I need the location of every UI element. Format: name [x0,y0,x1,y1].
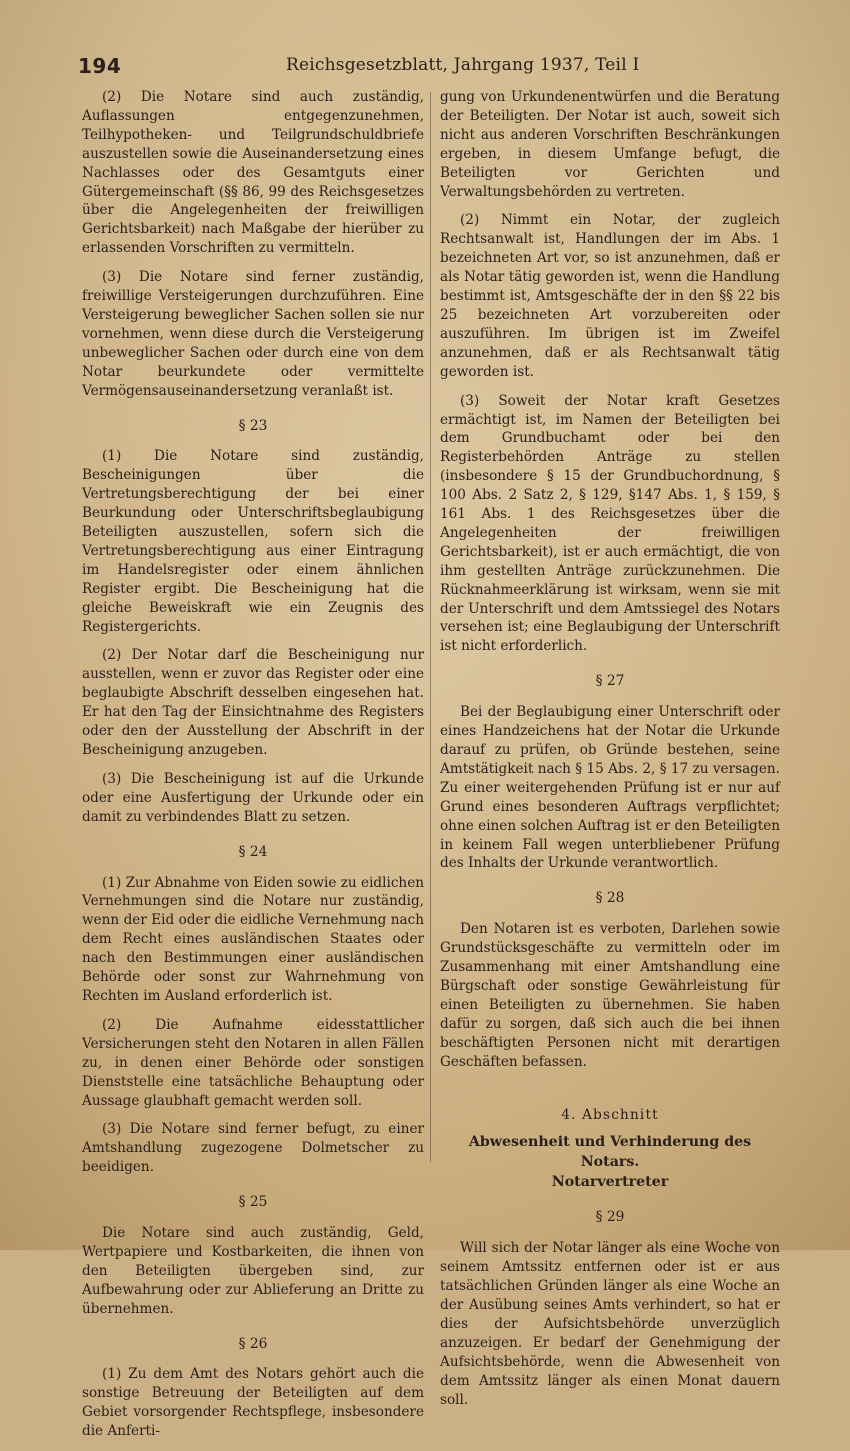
paragraph: (1) Zur Abnahme von Eiden sowie zu eidlichen Vernehmungen sind die Notare nur zuständig, wenn der Eid oder die eidliche Vernehmung nach dem Recht eines ausländischen Staates oder nach den Bestimmungen einer ausländischen Behörde oder sonst zur Wahrnehmung von Rechten im Ausland erforderlich ist. [82,874,424,1004]
paragraph: (2) Der Notar darf die Bescheinigung nur ausstellen, wenn er zuvor das Register oder eine beglaubigte Abschrift desselben eingesehen hat. Er hat den Tag der Einsichtnahme des Registers oder den der Ausstellung der Abschrift in der Bescheinigung anzugeben. [82,647,424,758]
left-column [82,88,424,1451]
chapter-label: 4. Abschnitt [561,1106,659,1123]
column-divider [430,92,431,1162]
section-heading: § 27 [595,673,625,690]
chapter-title [440,1132,780,1192]
paragraph: (3) Die Notare sind ferner befugt, zu einer Amtshandlung zugezogene Dolmetscher zu beeidigen. [82,1121,424,1176]
section-heading: § 23 [238,417,268,434]
paragraph: (3) Die Bescheinigung ist auf die Urkunde oder eine Ausfertigung der Urkunde oder ein damit zu verbindendes Blatt zu setzen. [82,770,424,825]
paragraph: Den Notaren ist es verboten, Darlehen sowie Grundstücksgeschäfte zu vermitteln oder im Zusammenhang mit einer Amtshandlung eine Bürgschaft oder sonstige Gewährleistung für einen Beteiligten zu übernehmen. Sie haben dafür zu sorgen, daß sich auch die bei ihnen beschäftigten Personen nicht mit derartigen Geschäften befassen. [440,921,780,1070]
section-heading: § 25 [238,1194,268,1211]
running-head: Reichsgesetzblatt, Jahrgang 1937, Teil I [286,55,640,75]
section-heading: § 26 [238,1335,268,1352]
right-column [440,88,780,1419]
paragraph: Bei der Beglaubigung einer Unterschrift oder eines Handzeichens hat der Notar die Urkunde darauf zu prüfen, ob Gründe bestehen, seine Amtstätigkeit nach § 15 Abs. 2, § 17 zu versagen. Zu einer weitergehenden Prüfung ist er nur auf Grund eines besonderen Auftrags verpflichtet; ohne einen solchen Auftrag ist er den Beteiligten in keinem Fall wegen unterbliebener Prüfung des Inhalts der Urkunde verantwortlich. [440,704,780,872]
paragraph: (3) Die Notare sind ferner zuständig, freiwillige Versteigerungen durchzuführen. Eine Versteigerung beweglicher Sachen sollen sie nur vornehmen, wenn diese durch die Versteigerung unbeweglicher Sachen oder durch eine von dem Notar beurkundete oder vermittelte Vermögensauseinandersetzung veranlaßt ist. [82,269,424,399]
paragraph: (2) Nimmt ein Notar, der zugleich Rechtsanwalt ist, Handlungen der im Abs. 1 bezeichneten Art vor, so ist anzunehmen, daß er als Notar tätig geworden ist, wenn die Handlung bestimmt ist, Amtsgeschäfte der in den §§ 22 bis 25 bezeichneten Art vorzubereiten oder auszuführen. Im übrigen ist im Zweifel anzunehmen, daß er als Rechtsanwalt tätig geworden ist. [440,212,780,380]
paragraph: (1) Zu dem Amt des Notars gehört auch die sonstige Betreuung der Beteiligten auf dem Gebiet vorsorgender Rechtspflege, insbesondere die Anferti- [82,1366,424,1440]
paragraph: (2) Die Notare sind auch zuständig, Auflassungen entgegenzunehmen, Teilhypotheken- und Teilgrundschuldbriefe auszustellen sowie die Auseinandersetzung eines Nachlasses oder des Gesamtguts einer Gütergemeinschaft (§§ 86, 99 des Reichsgesetzes über die Angelegenheiten der freiwilligen Gerichtsbarkeit) nach Maßgabe der hierüber zu erlassenden Vorschriften zu vermitteln. [82,89,424,257]
chapter-title-line: Abwesenheit und Verhinderung des Notars. [468,1134,752,1171]
page-number: 194 [78,54,122,78]
chapter-title-line: Notarvertreter [551,1174,669,1191]
paragraph: (2) Die Aufnahme eidesstattlicher Versicherungen steht den Notaren in allen Fällen zu, in denen einer Behörde oder sonstigen Dienststelle eine tatsächliche Behauptung oder Aussage glaubhaft gemacht werden soll. [82,1016,424,1109]
section-heading: § 24 [238,843,268,860]
paragraph-continuation: gung von Urkundenentwürfen und die Beratung der Beteiligten. Der Notar ist auch, soweit sich nicht aus anderen Vorschriften Beschränkungen ergeben, in diesem Umfange befugt, die Beteiligten vor Gerichten und Verwaltungsbehörden zu vertreten. [440,89,780,200]
paragraph: Die Notare sind auch zuständig, Geld, Wertpapiere und Kostbarkeiten, die ihnen von den Beteiligten übergeben sind, zur Aufbewahrung oder zur Ablieferung an Dritte zu übernehmen. [82,1225,424,1317]
section-heading: § 28 [595,890,625,907]
paragraph: (1) Die Notare sind zuständig, Bescheinigungen über die Vertretungsberechtigung der bei einer Beurkundung oder Unterschriftsbeglaubigung Beteiligten auszustellen, sofern sich die Vertretungsberechtigung aus einer Eintragung im Handelsregister oder einem ähnlichen Register ergibt. Die Bescheinigung hat die gleiche Beweiskraft wie ein Zeugnis des Registergerichts. [82,448,424,635]
paragraph: (3) Soweit der Notar kraft Gesetzes ermächtigt ist, im Namen der Beteiligten bei dem Grundbuchamt oder bei den Registerbehörden Anträge zu stellen (insbesondere § 15 der Grundbuchordnung, § 100 Abs. 2 Satz 2, § 129, §147 Abs. 1, § 159, § 161 Abs. 1 des Reichsgesetzes über die Angelegenheiten der freiwilligen Gerichtsbarkeit), ist er auch ermächtigt, die von ihm gestellten Anträge zurückzunehmen. Die Rücknahmeerklärung ist wirksam, wenn sie mit der Unterschrift und dem Amtssiegel des Notars versehen ist; eine Beglaubigung der Unterschrift ist nicht erforderlich. [440,392,780,655]
page-header [78,54,790,80]
paragraph: Will sich der Notar länger als eine Woche von seinem Amtssitz entfernen oder ist er aus tatsächlichen Gründen länger als eine Woche an der Ausübung seines Amts verhindert, so hat er dies der Aufsichtsbehörde unverzüglich anzuzeigen. Er bedarf der Genehmigung der Aufsichtsbehörde, wenn die Abwesenheit von dem Amtssitz länger als einen Monat dauern soll. [440,1240,780,1408]
section-heading: § 29 [595,1209,625,1226]
